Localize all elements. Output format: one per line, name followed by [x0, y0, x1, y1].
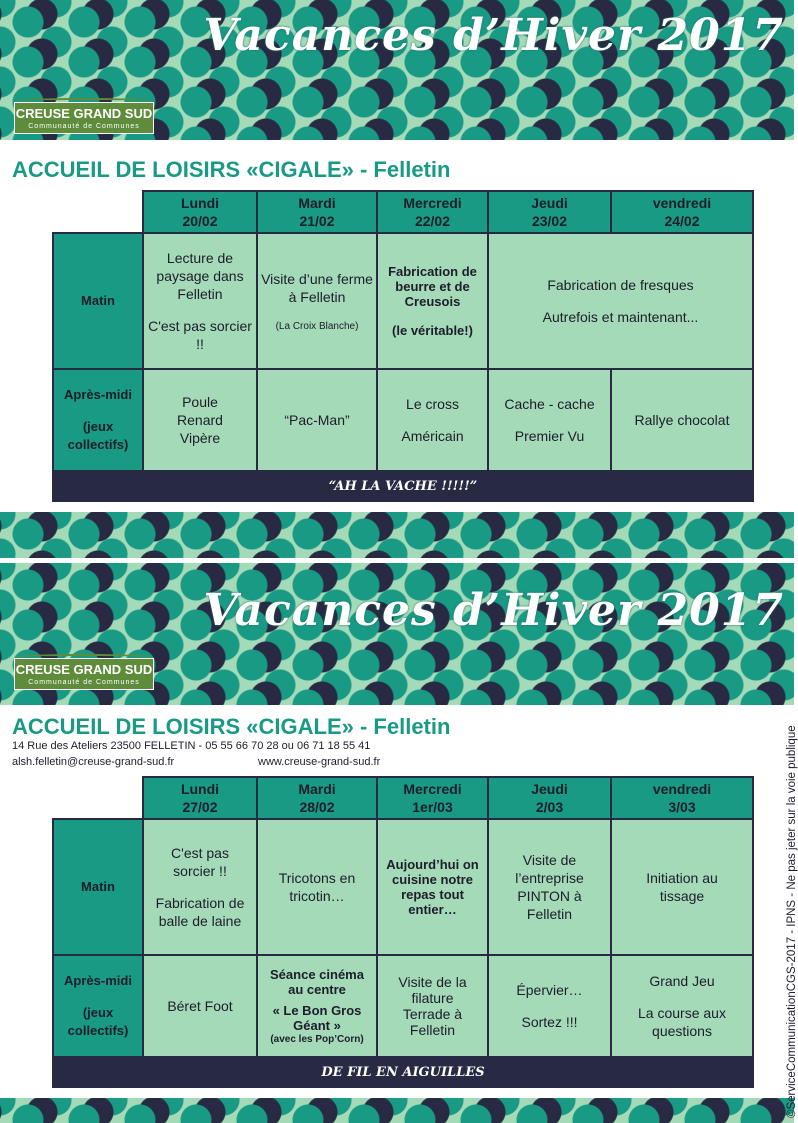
activity-mon-afternoon	[142, 954, 258, 1058]
activity-text: Le cross	[406, 396, 459, 412]
banner-title: Vacances d’Hiver 2017	[203, 585, 784, 636]
activity-thu-afternoon	[487, 954, 612, 1058]
activity-thu-fri-morning	[487, 232, 754, 370]
day-date: 22/02	[414, 213, 451, 229]
activity-tue-afternoon	[256, 954, 378, 1058]
logo	[14, 102, 154, 134]
activity-wed-afternoon	[376, 954, 489, 1058]
activity-text: Initiation au tissage	[646, 870, 718, 904]
activity-text: Visite d’une ferme à Felletin	[261, 270, 373, 305]
day-header-fri	[610, 776, 754, 820]
day-name: Jeudi	[531, 781, 568, 797]
bottom-strip	[0, 1098, 794, 1123]
logo-swoosh-icon	[15, 98, 153, 104]
activity-note: (La Croix Blanche)	[275, 320, 359, 332]
day-name: Lundi	[180, 195, 220, 211]
slot-note: (jeux collectifs)	[67, 419, 129, 452]
activity-text: Fabrication de beurre et de Creusois	[388, 264, 477, 309]
day-date: 21/02	[299, 213, 335, 229]
activity-text: Aujourd’hui on cuisine notre repas tout entier…	[386, 857, 479, 917]
website-link[interactable]: www.creuse-grand-sud.fr	[258, 756, 381, 768]
activity-mon-morning	[142, 818, 258, 956]
activity-text: Cache - cache	[504, 396, 595, 412]
slot-morning	[52, 818, 144, 956]
day-date: 2/03	[535, 799, 564, 815]
day-name: Jeudi	[531, 195, 568, 211]
divider-strip	[0, 512, 794, 558]
slot-afternoon	[52, 368, 144, 472]
day-header-tue	[256, 190, 378, 234]
email-link[interactable]: alsh.felletin@creuse-grand-sud.fr	[12, 756, 175, 768]
slot-morning	[52, 232, 144, 370]
activity-text: Grand Jeu	[649, 973, 715, 989]
activity-fri-afternoon	[610, 368, 754, 472]
activity-wed-morning	[376, 818, 489, 956]
page-heading-2: ACCUEIL DE LOISIRS «CIGALE» - Felletin	[12, 714, 451, 739]
slot-afternoon	[52, 954, 144, 1058]
activity-text: La course aux questions	[638, 1005, 726, 1039]
theme-banner-2: DE FIL EN AIGUILLES	[52, 1056, 754, 1088]
activity-thu-morning	[487, 818, 612, 956]
top-banner	[0, 0, 794, 140]
activity-text: Rallye chocolat	[634, 412, 730, 428]
slot-label: Matin	[81, 293, 115, 308]
activity-fri-afternoon	[610, 954, 754, 1058]
address-line: 14 Rue des Ateliers 23500 FELLETIN - 05 55 66 70 28 ou 06 71 18 55 41	[12, 740, 371, 752]
activity-tue-morning	[256, 818, 378, 956]
day-name: Mardi	[298, 781, 336, 797]
day-header-wed	[376, 776, 489, 820]
activity-note: (le véritable!)	[392, 323, 473, 338]
day-date: 20/02	[182, 213, 218, 229]
logo	[14, 658, 154, 690]
day-date: 24/02	[664, 213, 700, 229]
logo-swoosh-icon	[15, 654, 153, 660]
slot-label: Après-midi	[64, 973, 132, 988]
day-header-tue	[256, 776, 378, 820]
theme-banner-1: “AH LA VACHE !!!!!”	[52, 470, 754, 502]
day-header-thu	[487, 776, 612, 820]
day-header-mon	[142, 776, 258, 820]
day-name: Mercredi	[403, 781, 462, 797]
middle-banner	[0, 563, 794, 705]
copyright-note: ©ServiceCommunicationCGS-2017 - IPNS - Ne pas jeter sur la voie publique	[786, 725, 798, 1118]
day-name: Lundi	[180, 781, 220, 797]
day-header-fri	[610, 190, 754, 234]
activity-text: Fabrication de fresques	[547, 277, 694, 293]
day-name: vendredi	[652, 195, 712, 211]
activity-text: Tricotons en tricotin…	[278, 870, 356, 904]
activity-tue-afternoon	[256, 368, 378, 472]
activity-text: Autrefois et maintenant...	[542, 309, 699, 325]
activity-wed-morning	[376, 232, 489, 370]
activity-text: Épervier…	[516, 982, 583, 998]
activity-mon-afternoon	[142, 368, 258, 472]
activity-text: Américain	[401, 428, 464, 444]
activity-text: « Le Bon Gros Géant »	[272, 1002, 362, 1033]
activity-text: “Pac-Man”	[284, 412, 350, 428]
day-date: 28/02	[299, 799, 335, 815]
activity-text: Séance cinéma au centre	[270, 966, 364, 997]
activity-text: Béret Foot	[167, 998, 233, 1014]
activity-mon-morning	[142, 232, 258, 370]
day-date: 23/02	[531, 213, 568, 229]
day-date: 27/02	[182, 799, 218, 815]
slot-label: Matin	[81, 879, 115, 894]
slot-label: Après-midi	[64, 387, 132, 402]
banner-title: Vacances d’Hiver 2017	[203, 10, 784, 61]
day-date: 1er/03	[412, 799, 453, 815]
activity-text: Lecture de paysage dans Felletin	[156, 250, 244, 302]
logo-name: CREUSE GRAND SUD	[15, 662, 153, 677]
logo-name: CREUSE GRAND SUD	[15, 106, 153, 121]
activity-tue-morning	[256, 232, 378, 370]
activity-text: Poule Renard Vipère	[177, 394, 223, 446]
day-name: Mardi	[298, 195, 336, 211]
day-date: 3/03	[668, 799, 696, 815]
activity-text: C'est pas sorcier !!	[148, 318, 252, 352]
day-header-wed	[376, 190, 489, 234]
activity-text: Fabrication de balle de laine	[155, 895, 245, 929]
activity-text: Visite de la filature Terrade à Felletin	[398, 974, 467, 1038]
activity-text: Sortez !!!	[521, 1014, 578, 1030]
activity-wed-afternoon	[376, 368, 489, 472]
activity-fri-morning	[610, 818, 754, 956]
day-name: Mercredi	[403, 195, 462, 211]
day-header-thu	[487, 190, 612, 234]
activity-note: (avec les Pop’Corn)	[270, 1033, 364, 1045]
slot-note: (jeux collectifs)	[67, 1005, 129, 1038]
activity-text: Visite de l’entreprise PINTON à Felletin	[515, 852, 584, 922]
activity-text: Premier Vu	[514, 428, 585, 444]
logo-subtitle: Communauté de Communes	[28, 679, 140, 686]
day-header-mon	[142, 190, 258, 234]
page-heading-1: ACCUEIL DE LOISIRS «CIGALE» - Felletin	[12, 157, 451, 182]
activity-text: C'est pas sorcier !!	[171, 845, 229, 879]
logo-subtitle: Communauté de Communes	[28, 123, 140, 130]
activity-thu-afternoon	[487, 368, 612, 472]
day-name: vendredi	[652, 781, 712, 797]
